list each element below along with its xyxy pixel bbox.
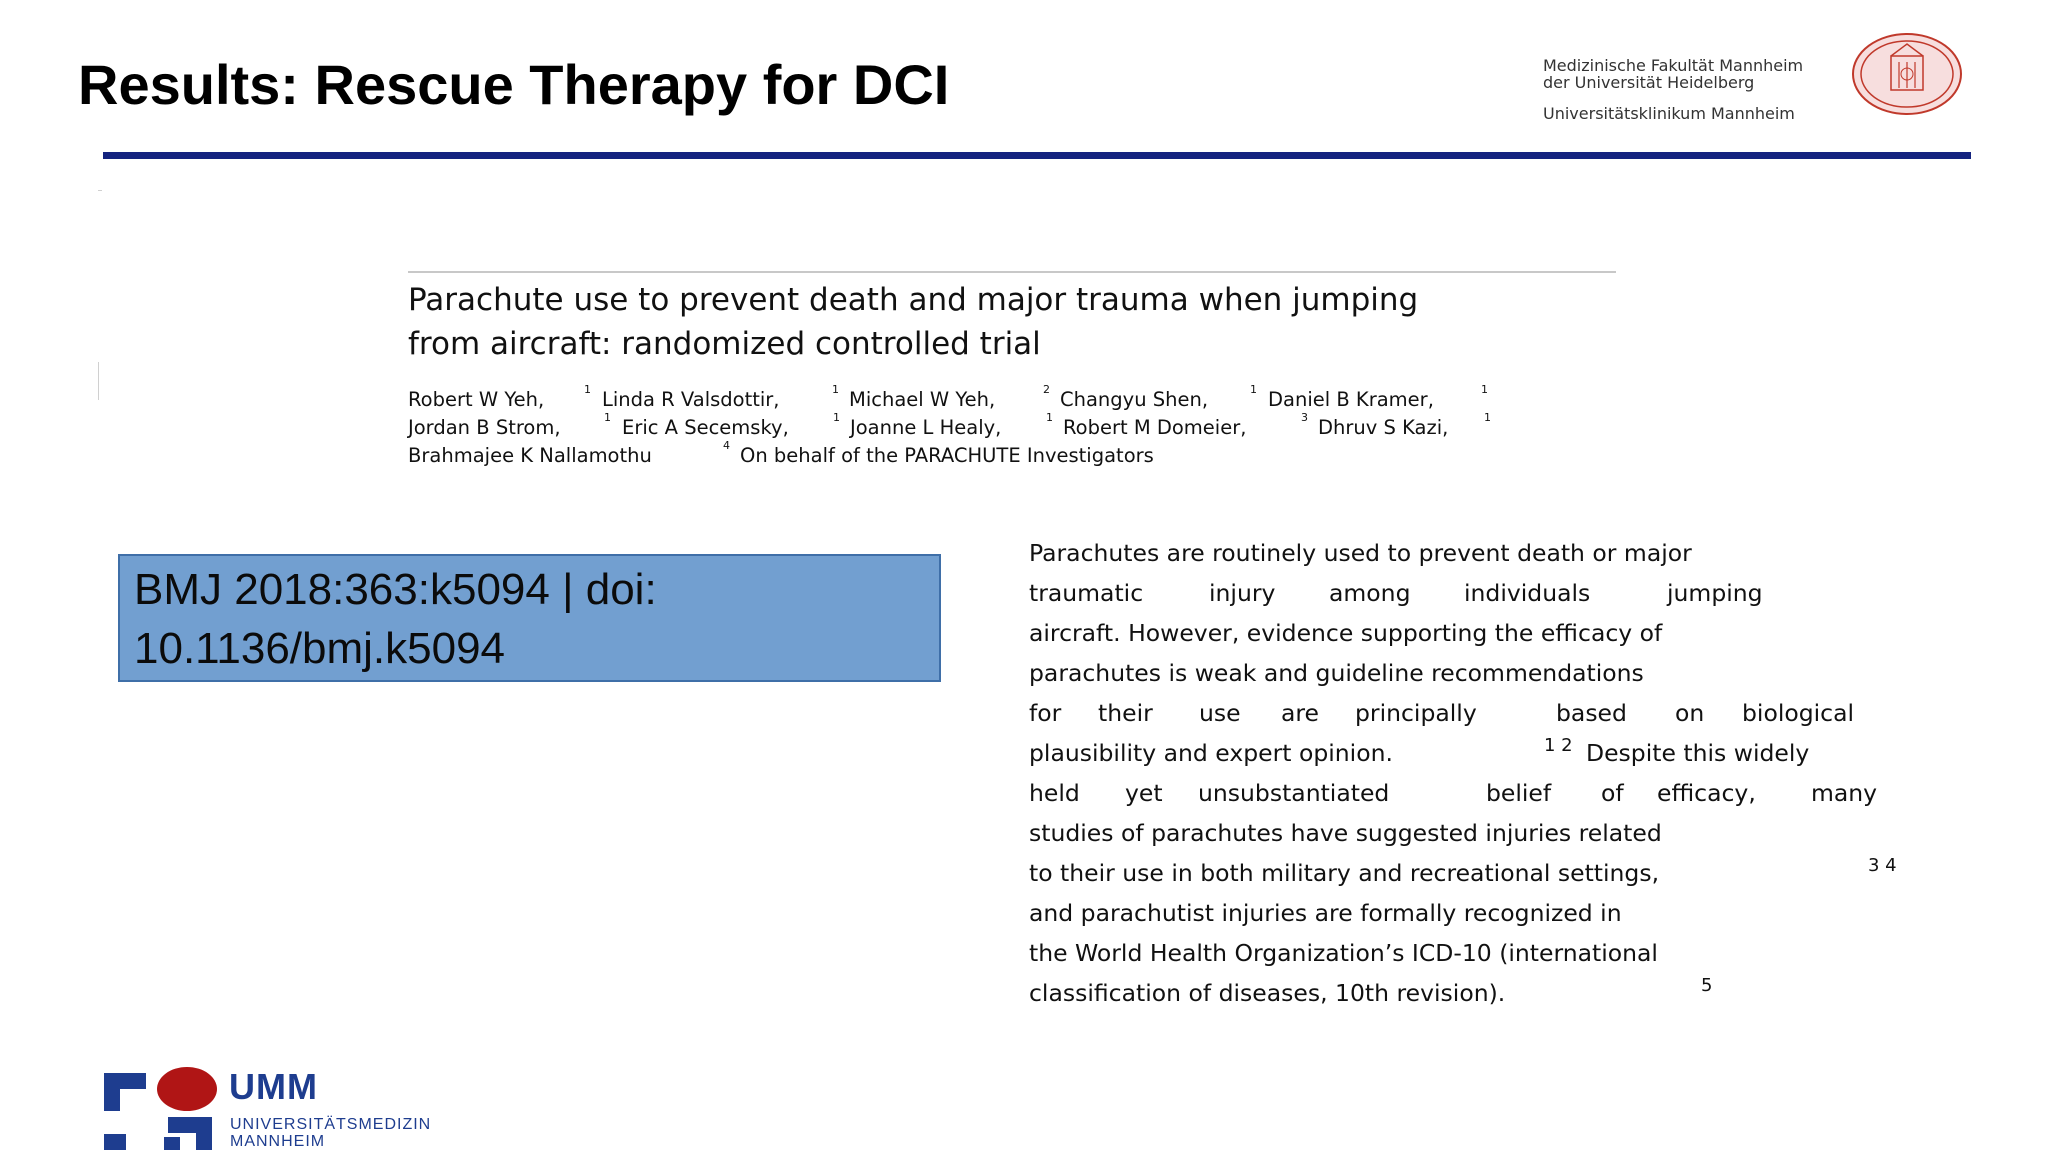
author-name: Changyu Shen,: [1060, 388, 1209, 411]
abstract-word: use: [1199, 699, 1241, 727]
author-affiliation: 1: [604, 411, 611, 424]
author-affiliation: 1: [584, 383, 591, 396]
abstract-line: to their use in both military and recreational settings,: [1029, 859, 1660, 887]
abstract-line: aircraft. However, evidence supporting the efficacy of: [1029, 619, 1663, 647]
investigators-note: On behalf of the PARACHUTE Investigators: [740, 444, 1154, 467]
author-name: Robert M Domeier,: [1063, 416, 1247, 439]
author-affiliation: 1: [1484, 411, 1491, 424]
author-affiliation: 1: [833, 411, 840, 424]
abstract-word: their: [1098, 699, 1153, 727]
abstract-word: based: [1556, 699, 1627, 727]
abstract-line: classification of diseases, 10th revision).: [1029, 979, 1506, 1007]
slide-mark: [98, 362, 99, 400]
abstract-line: Despite this widely: [1586, 739, 1810, 767]
abstract-word: of: [1601, 779, 1624, 807]
abstract-word: for: [1029, 699, 1062, 727]
reference-marker: 5: [1701, 975, 1713, 996]
author-affiliation: 1: [1250, 383, 1257, 396]
author-affiliation: 4: [723, 439, 730, 452]
umm-subtitle: MANNHEIM: [230, 1133, 326, 1150]
citation-text: [134, 560, 924, 678]
abstract-line: parachutes is weak and guideline recommendations: [1029, 659, 1644, 687]
abstract-word: efficacy,: [1657, 779, 1756, 807]
abstract-line: the World Health Organization’s ICD-10 (international: [1029, 939, 1658, 967]
abstract-word: belief: [1486, 779, 1552, 807]
author-name: Linda R Valsdottir,: [602, 388, 780, 411]
abstract-word: biological: [1742, 699, 1855, 727]
reference-marker: 1 2: [1544, 735, 1573, 756]
institution-faculty: Medizinische Fakultät Mannheim: [1543, 56, 1804, 75]
abstract-word: jumping: [1667, 579, 1763, 607]
title-divider: [103, 152, 1971, 159]
institution-hospital: Universitätsklinikum Mannheim: [1543, 104, 1795, 123]
author-name: Joanne L Healy,: [850, 416, 1002, 439]
abstract-word: individuals: [1464, 579, 1591, 607]
paper-title-line: Parachute use to prevent death and major trauma when jumping: [408, 282, 1419, 318]
abstract-word: many: [1811, 779, 1878, 807]
institution-university: der Universität Heidelberg: [1543, 73, 1755, 92]
abstract-line: plausibility and expert opinion.: [1029, 739, 1393, 767]
author-name: Jordan B Strom,: [408, 416, 561, 439]
abstract-word: unsubstantiated: [1198, 779, 1390, 807]
umm-logo-icon: [104, 1061, 224, 1151]
author-affiliation: 2: [1043, 383, 1050, 396]
umm-wordmark: UMM: [229, 1066, 318, 1107]
paper-top-rule: [408, 271, 1616, 273]
abstract-line: studies of parachutes have suggested injuries related: [1029, 819, 1662, 847]
umm-subtitle: UNIVERSITÄTSMEDIZIN: [230, 1116, 432, 1133]
abstract-line: Parachutes are routinely used to prevent death or major: [1029, 539, 1692, 567]
abstract-word: held: [1029, 779, 1080, 807]
abstract-word: yet: [1125, 779, 1163, 807]
author-name: Daniel B Kramer,: [1268, 388, 1434, 411]
abstract-word: are: [1281, 699, 1320, 727]
slide-mark: [98, 190, 102, 191]
citation-line: 10.1136/bmj.k5094: [134, 624, 506, 673]
author-name: Brahmajee K Nallamothu: [408, 444, 652, 467]
paper-title-line: from aircraft: randomized controlled trial: [408, 326, 1041, 362]
reference-marker: 3 4: [1868, 855, 1897, 876]
author-name: Robert W Yeh,: [408, 388, 545, 411]
author-name: Michael W Yeh,: [849, 388, 996, 411]
university-seal-icon: [1851, 32, 1963, 116]
slide-title: Results: Rescue Therapy for DCI: [78, 53, 950, 116]
abstract-word: principally: [1355, 699, 1477, 727]
author-affiliation: 1: [1046, 411, 1053, 424]
author-name: Dhruv S Kazi,: [1318, 416, 1449, 439]
author-affiliation: 3: [1301, 411, 1308, 424]
abstract-word: traumatic: [1029, 579, 1144, 607]
citation-line: BMJ 2018:363:k5094 | doi:: [134, 565, 657, 614]
abstract-word: among: [1329, 579, 1411, 607]
abstract-word: injury: [1209, 579, 1276, 607]
abstract-word: on: [1675, 699, 1705, 727]
author-affiliation: 1: [832, 383, 839, 396]
author-affiliation: 1: [1481, 383, 1488, 396]
abstract-line: and parachutist injuries are formally recognized in: [1029, 899, 1622, 927]
author-name: Eric A Secemsky,: [622, 416, 789, 439]
